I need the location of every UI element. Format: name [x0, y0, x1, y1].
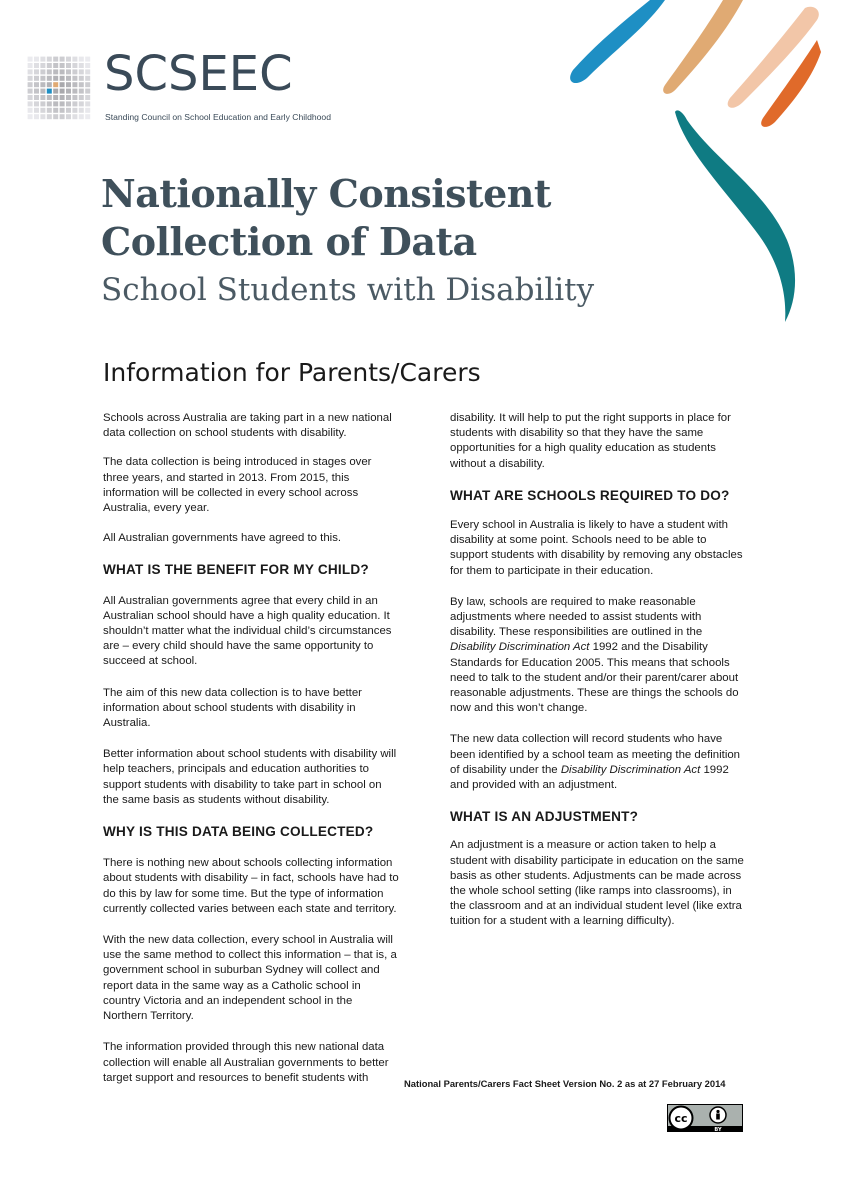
logo-dot — [60, 57, 65, 62]
logo-dot — [85, 63, 90, 68]
logo-dot — [60, 76, 65, 81]
logo-subtitle: Standing Council on School Education and Early Childhood — [105, 112, 331, 122]
logo-dot — [40, 82, 45, 87]
logo-dot — [79, 76, 84, 81]
logo-dot — [40, 57, 45, 62]
paragraph: With the new data collection, every school in Australia will use the same method to collect this information – that is, a government school in suburban Sydney will collect and report data in the same way as a Catholic school in country Victoria and an independent school in the Northern Territory. — [103, 934, 397, 1023]
logo-dot — [66, 114, 71, 119]
logo-dot — [85, 69, 90, 74]
paragraph: An adjustment is a measure or action taken to help a student with disability participate in education on the same basis as other students. Adjustments can be made across the whole school setting (like ramps into classrooms), in the classroom and at an individual student level (like extra tuition for a student with a learning difficulty). — [450, 839, 744, 928]
logo-dot — [28, 69, 33, 74]
logo-dot — [40, 114, 45, 119]
logo-dot — [66, 63, 71, 68]
logo-dot — [66, 101, 71, 106]
act-name: Disability Discrimination Act — [560, 763, 701, 776]
text-run: By law, schools are required to make reasonable adjustments where needed to assist students with disability. These responsibilities are outlined in the — [450, 595, 703, 639]
logo-dot — [53, 57, 58, 62]
text-run: 1992 and the Disability Standards for Education 2005. This means that schools need to talk to the student and/or their parent/carer about reasonable adjustments. These are things the schools do now and this won’t change. — [450, 641, 739, 715]
text-column-right — [450, 411, 750, 944]
logo-dot — [79, 114, 84, 119]
logo-dot — [66, 76, 71, 81]
logo-dot — [40, 101, 45, 106]
logo-dot — [66, 69, 71, 74]
paragraph: All Australian governments agree that every child in an Australian school should have a high quality education. It shouldn’t matter what the individual child’s circumstances are – every child should have the same opportunity to succeed at school. — [103, 594, 392, 668]
logo-dot — [72, 76, 77, 81]
creative-commons-by-icon — [667, 1104, 743, 1132]
logo-dot — [85, 95, 90, 100]
logo-dot — [47, 82, 52, 87]
logo-dot — [47, 63, 52, 68]
logo-dot — [47, 108, 52, 113]
logo-dot — [53, 82, 58, 87]
logo-dot — [47, 69, 52, 74]
logo-dot — [53, 63, 58, 68]
logo-dot — [40, 89, 45, 94]
paragraph: Every school in Australia is likely to have a student with disability at some point. Schools need to be able to support students with disability by removing any obstacles for them to participate in their education. — [450, 519, 743, 577]
logo-dot — [60, 63, 65, 68]
logo-dot — [72, 95, 77, 100]
logo-dot — [72, 89, 77, 94]
logo-dot — [53, 69, 58, 74]
logo-dot — [47, 89, 52, 94]
paragraph: disability. It will help to put the right supports in place for students with disability so that they have the same opportunities for a high quality education as students without a disability. — [450, 412, 731, 470]
section-heading: WHAT ARE SCHOOLS REQUIRED TO DO? — [450, 487, 730, 503]
logo-dot — [28, 82, 33, 87]
logo-dot — [53, 108, 58, 113]
paragraph: The data collection is being introduced in stages over three years, and started in 2013. From 2015, this information will be collected in every school across Australia, every year. — [103, 456, 372, 515]
logo-dot — [53, 95, 58, 100]
paragraph: The information provided through this new national data collection will enable all Australian governments to better target support and resources to benefit students with — [103, 1041, 389, 1084]
logo-dot — [72, 114, 77, 119]
logo-dot — [47, 76, 52, 81]
logo-dot — [47, 114, 52, 119]
logo-dot — [66, 108, 71, 113]
logo-dot — [28, 57, 33, 62]
logo-dot — [34, 101, 39, 106]
logo-dot — [79, 101, 84, 106]
logo-dot — [72, 57, 77, 62]
text-run: 1992 and provided with an adjustment. — [450, 763, 729, 792]
paragraph — [450, 732, 750, 793]
logo-dot — [72, 63, 77, 68]
logo-dot — [47, 57, 52, 62]
logo-dot — [85, 76, 90, 81]
section-heading: WHAT IS THE BENEFIT FOR MY CHILD? — [103, 562, 369, 578]
logo-dot — [60, 82, 65, 87]
paragraph: There is nothing new about schools collecting information about students with disability – in fact, schools have had to do this by law for some time. But the type of information currently collected varies between each state and territory. — [103, 857, 399, 915]
logo-dot — [79, 95, 84, 100]
section-title: Information for Parents/Carers — [103, 358, 481, 387]
logo-dot — [79, 63, 84, 68]
paragraph: Better information about school students with disability will help teachers, principals and education authorities to support students with disability to take part in school on the same basis as students without disability. — [103, 748, 397, 806]
logo-dot — [53, 76, 58, 81]
logo-dot — [34, 89, 39, 94]
logo-dot — [72, 101, 77, 106]
logo-dot — [85, 57, 90, 62]
paragraph: The aim of this new data collection is to have better information about school students with disability in Australia. — [103, 686, 362, 730]
logo-dot — [53, 101, 58, 106]
decorative-swirls — [555, 0, 848, 330]
logo-dot — [85, 82, 90, 87]
logo-dot — [34, 57, 39, 62]
svg-text:cc: cc — [674, 1112, 688, 1125]
logo-dot — [28, 101, 33, 106]
logo-dot — [28, 108, 33, 113]
paragraph: Schools across Australia are taking part in a new national data collection on school students with disability. — [103, 412, 392, 440]
text-run: The new data collection will record students who have been identified by a school team as meeting the definition of disability under the — [450, 733, 741, 776]
paragraph: All Australian governments have agreed to this. — [103, 532, 342, 545]
logo-dot — [28, 76, 33, 81]
logo-dot — [40, 63, 45, 68]
logo-dot — [60, 114, 65, 119]
logo-dot — [53, 114, 58, 119]
logo-dot — [53, 89, 58, 94]
logo-dot — [66, 89, 71, 94]
logo-dot — [34, 95, 39, 100]
logo-dot — [85, 89, 90, 94]
logo-dot — [85, 101, 90, 106]
logo-dot — [34, 108, 39, 113]
logo-dot — [60, 89, 65, 94]
logo-dot — [40, 95, 45, 100]
logo-dot — [34, 69, 39, 74]
logo-dot — [79, 108, 84, 113]
logo-dot — [66, 57, 71, 62]
logo-dot — [28, 114, 33, 119]
document-title — [101, 170, 551, 266]
logo-dot — [28, 95, 33, 100]
logo-dot — [72, 108, 77, 113]
section-heading: WHAT IS AN ADJUSTMENT? — [450, 809, 639, 825]
title-line-2: Collection of Data — [101, 219, 477, 264]
logo-dot — [60, 101, 65, 106]
logo-dot — [79, 57, 84, 62]
logo-dot — [79, 82, 84, 87]
logo-dot — [34, 63, 39, 68]
text-column-left — [103, 411, 403, 1100]
logo-dot — [66, 95, 71, 100]
logo-dot — [28, 63, 33, 68]
logo-dot — [40, 69, 45, 74]
footer-version: National Parents/Carers Fact Sheet Version No. 2 as at 27 February 2014 — [404, 1078, 726, 1089]
logo-dot — [60, 108, 65, 113]
logo-dot — [85, 108, 90, 113]
logo-dot — [47, 95, 52, 100]
logo-dot — [40, 108, 45, 113]
logo-dot — [34, 82, 39, 87]
logo-dot — [79, 89, 84, 94]
logo-dot — [34, 76, 39, 81]
logo-dot — [34, 114, 39, 119]
paragraph — [450, 595, 750, 717]
license-badge-text: BY — [714, 1127, 722, 1132]
section-heading: WHY IS THIS DATA BEING COLLECTED? — [103, 824, 374, 840]
logo-dot-grid — [27, 56, 91, 120]
logo-dot — [72, 82, 77, 87]
logo-dot — [40, 76, 45, 81]
logo-wordmark: SCSEEC — [104, 46, 293, 102]
logo-dot — [28, 89, 33, 94]
logo-dot — [60, 69, 65, 74]
logo-dot — [60, 95, 65, 100]
title-line-1: Nationally Consistent — [101, 171, 551, 216]
logo-dot — [72, 69, 77, 74]
logo-dot — [66, 82, 71, 87]
logo-dot — [85, 114, 90, 119]
act-name: Disability Discrimination Act — [450, 641, 590, 654]
document-subtitle: School Students with Disability — [101, 272, 595, 308]
logo-dot — [47, 101, 52, 106]
logo-dot — [79, 69, 84, 74]
